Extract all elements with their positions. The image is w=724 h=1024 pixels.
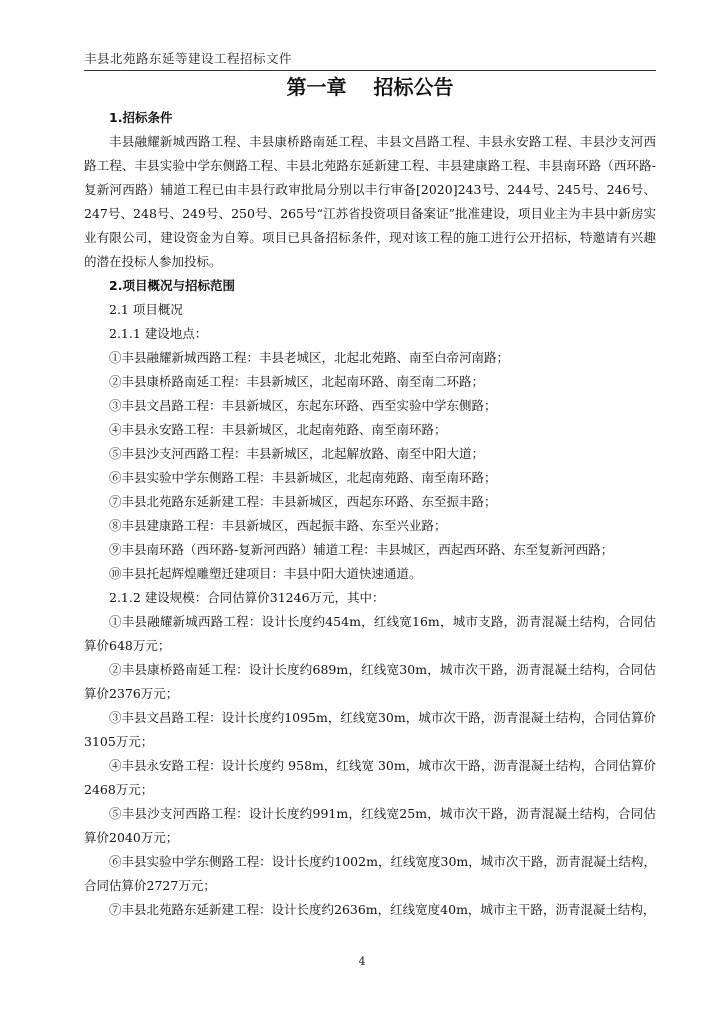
- scale-item: ②丰县康桥路南延工程：设计长度约689m，红线宽30m，城市次干路，沥青混凝土结构，合同估算价2376万元；: [84, 662, 656, 701]
- subsection-heading: 2.1 项目概况: [109, 302, 183, 317]
- subsection-heading: 2.1.1 建设地点：: [109, 326, 208, 341]
- list-item: ⑦丰县北苑路东延新建工程：丰县新城区，西起东环路、东至振丰路；: [109, 494, 497, 509]
- list-item: ④丰县永安路工程：丰县新城区，北起南苑路、南至南环路；: [109, 422, 447, 437]
- chapter-number: 第一章: [286, 75, 347, 99]
- page-number: 4: [358, 955, 366, 968]
- header-divider: [84, 70, 656, 71]
- list-item: ⑥丰县实验中学东侧路工程：丰县新城区，北起南苑路、南至南环路；: [109, 470, 497, 485]
- scale-item: ⑥丰县实验中学东侧路工程：设计长度约1002m，红线宽度30m，城市次干路，沥青混凝土结构，合同估算价2727万元；: [84, 854, 656, 893]
- scale-item: ④丰县永安路工程：设计长度约 958m，红线宽 30m，城市次干路，沥青混凝土结构，合同估算价2468万元；: [84, 758, 656, 797]
- document-body: [84, 106, 656, 922]
- scale-item: ⑦丰县北苑路东延新建工程：设计长度约2636m，红线宽度40m，城市主干路，沥青混凝土结构，: [109, 902, 656, 917]
- list-item: ①丰县融耀新城西路工程：丰县老城区，北起北苑路、南至白帝河南路；: [109, 350, 510, 365]
- list-item: ③丰县文昌路工程：丰县新城区，东起东环路、西至实验中学东侧路；: [109, 398, 497, 413]
- scale-item: ①丰县融耀新城西路工程：设计长度约454m，红线宽16m，城市支路，沥青混凝土结构，合同估算价648万元；: [84, 614, 656, 653]
- subsection-heading: 2.1.2 建设规模：合同估算价31246万元，其中：: [109, 590, 385, 605]
- paragraph: 丰县融耀新城西路工程、丰县康桥路南延工程、丰县文昌路工程、丰县永安路工程、丰县沙支河西路工程、丰县实验中学东侧路工程、丰县北苑路东延新建工程、丰县建康路工程、丰县南环路（西环路-复新河西路）辅道工程已由丰县行政审批局分别以丰行审备[2020]243号、244号、245号、246号、247号、248号、249号、250号、265号“江苏省投资项目备案证”批准建设，项目业主为丰县中新房实业有限公司，建设资金为自筹。项目已具备招标条件，现对该工程的施工进行公开招标，特邀请有兴趣的潜在投标人参加投标。: [84, 134, 656, 269]
- running-header: 丰县北苑路东延等建设工程招标文件: [84, 51, 293, 66]
- list-item: ⑩丰县托起辉煌雕塑迁建项目：丰县中阳大道快速通道。: [109, 566, 422, 581]
- scale-item: ③丰县文昌路工程：设计长度约1095m，红线宽30m，城市次干路，沥青混凝土结构，合同估算价3105万元；: [84, 710, 656, 749]
- list-item: ⑧丰县建康路工程：丰县新城区，西起振丰路、东至兴业路；: [109, 518, 447, 533]
- section-heading: 2.项目概况与招标范围: [109, 278, 235, 293]
- chapter-title: [84, 74, 656, 100]
- section-heading: 1.招标条件: [109, 110, 173, 125]
- list-item: ⑨丰县南环路（西环路-复新河西路）辅道工程：丰县城区，西起西环路、东至复新河西路；: [109, 542, 614, 557]
- scale-item: ⑤丰县沙支河西路工程：设计长度约991m，红线宽25m，城市次干路，沥青混凝土结构，合同估算价2040万元；: [84, 806, 656, 845]
- chapter-name: 招标公告: [373, 75, 454, 99]
- list-item: ⑤丰县沙支河西路工程：丰县新城区，北起解放路、南至中阳大道；: [109, 446, 485, 461]
- list-item: ②丰县康桥路南延工程：丰县新城区，北起南环路、南至南二环路；: [109, 374, 485, 389]
